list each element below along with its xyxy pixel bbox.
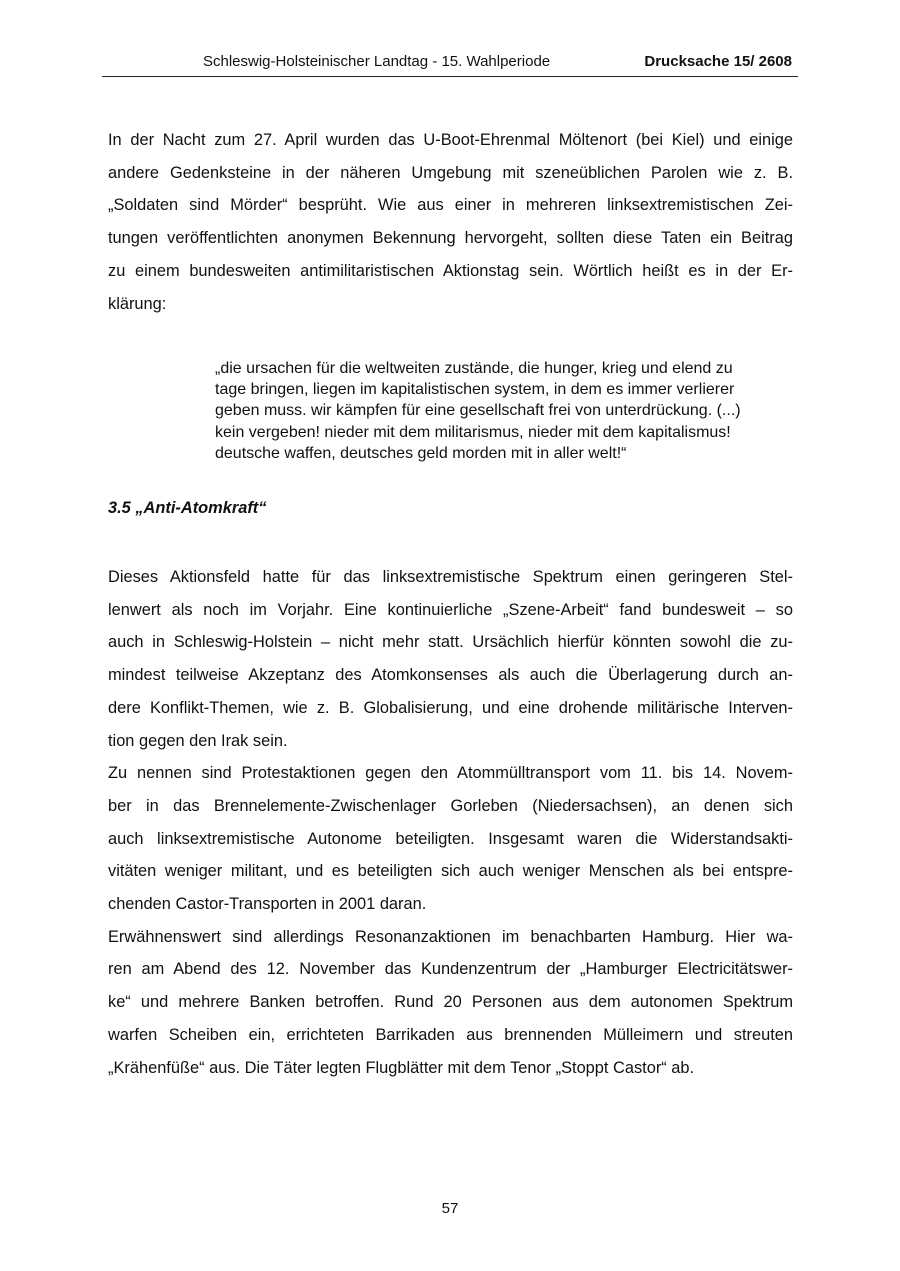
text-line: mindest teilweise Akzeptanz des Atomkonsenses als auch die Überlagerung durch an- [108,666,793,685]
text-line: zu einem bundesweiten antimilitaristischen Aktionstag sein. Wörtlich heißt es in der Er- [108,261,793,280]
text-line: tion gegen den Irak sein. [108,731,288,750]
paragraph [108,921,793,1085]
text-line: Dieses Aktionsfeld hatte für das linksextremistische Spektrum einen geringeren Stel- [108,568,793,586]
text-line: andere Gedenksteine in der näheren Umgebung mit szeneüblichen Parolen wie z. B. [108,163,793,182]
text-line: In der Nacht zum 27. April wurden das U-Boot-Ehrenmal Möltenort (bei Kiel) und einige [108,131,793,149]
text-line: ren am Abend des 12. November das Kundenzentrum der „Hamburger Electricitätswer- [108,960,793,979]
text-line: „Soldaten sind Mörder“ besprüht. Wie aus einer in mehreren linksextremistischen Zei- [108,196,793,215]
document-number: Drucksache 15/ 2608 [644,53,792,70]
text-line: deutsche waffen, deutsches geld morden mit in aller welt!“ [215,444,627,462]
text-line: tungen veröffentlichten anonymen Bekennung hervorgeht, sollten diese Taten ein Beitrag [108,229,793,248]
text-line: klärung: [108,294,167,313]
text-line: chenden Castor-Transporten in 2001 daran. [108,895,427,914]
header-title: Schleswig-Holsteinischer Landtag - 15. Wahlperiode [203,53,551,70]
text-line: auch in Schleswig-Holstein – nicht mehr statt. Ursächlich hierfür könnten sowohl die zu- [108,633,793,652]
text-line: „die ursachen für die weltweiten zustände, die hunger, krieg und elend zu [215,360,733,377]
text-line: dere Konflikt-Themen, wie z. B. Globalisierung, und eine drohende militärische Interven- [108,698,793,717]
section-body [108,561,793,1084]
text-line: warfen Scheiben ein, errichteten Barrikaden aus brennenden Mülleimern und streuten [108,1025,793,1044]
text-line: lenwert als noch im Vorjahr. Eine kontinuierliche „Szene-Arbeit“ fand bundesweit – so [108,600,793,619]
paragraph [108,757,793,921]
page-number: 57 [441,1200,459,1217]
text-line: geben muss. wir kämpfen für eine gesellschaft frei von unterdrückung. (...) [215,402,741,420]
text-line: Zu nennen sind Protestaktionen gegen den Atommülltransport vom 11. bis 14. Novem- [108,764,793,783]
header-divider [102,76,798,77]
section-heading: 3.5 „Anti-Atomkraft“ [108,499,267,517]
intro-paragraph [108,124,793,320]
paragraph [108,561,793,757]
text-line: ber in das Brennelemente-Zwischenlager Gorleben (Niedersachsen), an denen sich [108,796,793,815]
block-quote [215,358,788,464]
text-line: „Krähenfüße“ aus. Die Täter legten Flugblätter mit dem Tenor „Stoppt Castor“ ab. [108,1058,695,1077]
text-line: Erwähnenswert sind allerdings Resonanzaktionen im benachbarten Hamburg. Hier wa- [108,927,793,946]
text-line: ke“ und mehrere Banken betroffen. Rund 20 Personen aus dem autonomen Spektrum [108,993,793,1012]
text-line: auch linksextremistische Autonome beteiligten. Insgesamt waren die Widerstandsakti- [108,829,793,848]
text-line: tage bringen, liegen im kapitalistischen system, in dem es immer verlierer [215,381,735,399]
text-line: vitäten weniger militant, und es beteiligten sich auch weniger Menschen als bei entspre- [108,862,793,881]
text-line: kein vergeben! nieder mit dem militarismus, nieder mit dem kapitalismus! [215,423,731,441]
